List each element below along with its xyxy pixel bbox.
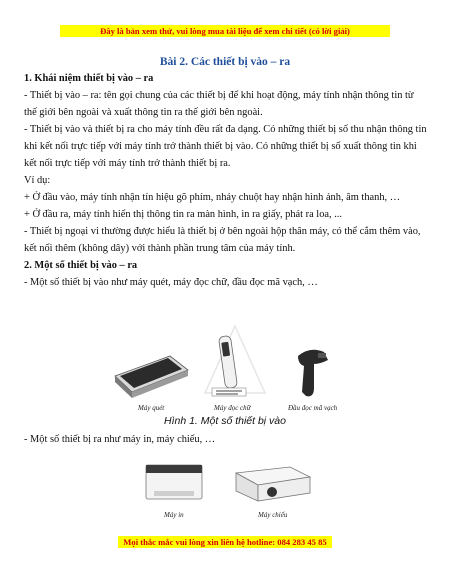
section-heading-2: 2. Một số thiết bị vào – ra (24, 260, 138, 271)
section-heading-1: 1. Khái niệm thiết bị vào – ra (24, 73, 154, 84)
lesson-title: Bài 2. Các thiết bị vào – ra (159, 56, 291, 68)
input-devices-illustration (110, 318, 360, 418)
output-devices-illustration (140, 455, 320, 525)
figure1-label: Đầu đọc mã vạch (288, 404, 338, 412)
paragraph: - Thiết bị ngoại vi thường được hiểu là thiết bị ở bên ngoài hộp thân máy, có thể cắm thêm vào, kết nối thêm (không dây) với thành phần trung tâm của máy tính. (24, 226, 421, 254)
paragraph: - Thiết bị vào – ra: tên gọi chung của các thiết bị để khi hoạt động, máy tính nhận thông tin từ thế giới bên ngoài và xuất thông tin ra thế giới bên ngoài. (24, 90, 414, 118)
output-devices-figure (140, 455, 320, 525)
paragraph: + Ở đầu vào, máy tính nhận tín hiệu gõ phím, nháy chuột hay nhận hình ảnh, âm thanh, … (24, 192, 401, 203)
input-devices-figure (110, 318, 360, 418)
projector-image (236, 467, 310, 501)
figure1-caption: Hình 1. Một số thiết bị vào (164, 415, 286, 427)
printer-image (146, 465, 202, 499)
figure1-label: Máy đọc chữ (214, 404, 251, 412)
hotline-footer: Mọi thắc mắc vui lòng xin liên hệ hotline: 084 283 45 85 (118, 536, 332, 548)
paragraph: - Thiết bị vào và thiết bị ra cho máy tính đều rất đa dạng. Có những thiết bị số thu nhận thông tin khi kết nối trực tiếp với máy tính trở thành thiết bị vào. Có những thiết bị số xuất thông tin khi kết nối trực tiếp với máy tính trở thành thiết bị ra. (24, 124, 427, 169)
figure2-label: Máy in (164, 511, 184, 519)
barcode-reader-image (298, 350, 328, 397)
scanner-image (115, 356, 188, 398)
figure2-label: Máy chiếu (258, 511, 288, 519)
paragraph: + Ở đầu ra, máy tính hiển thị thông tin ra màn hình, in ra giấy, phát ra loa, ... (24, 209, 342, 220)
paragraph: Ví dụ: (24, 175, 51, 186)
figure1-label: Máy quét (138, 404, 165, 412)
body-text (24, 70, 428, 291)
paragraph-output-devices: - Một số thiết bị ra như máy in, máy chiếu, … (24, 434, 216, 445)
paragraph: - Một số thiết bị vào như máy quét, máy đọc chữ, đầu đọc mã vạch, … (24, 277, 318, 288)
preview-banner: Đây là bản xem thử, vui lòng mua tài liệu để xem chi tiết (có lời giải) (60, 25, 390, 37)
